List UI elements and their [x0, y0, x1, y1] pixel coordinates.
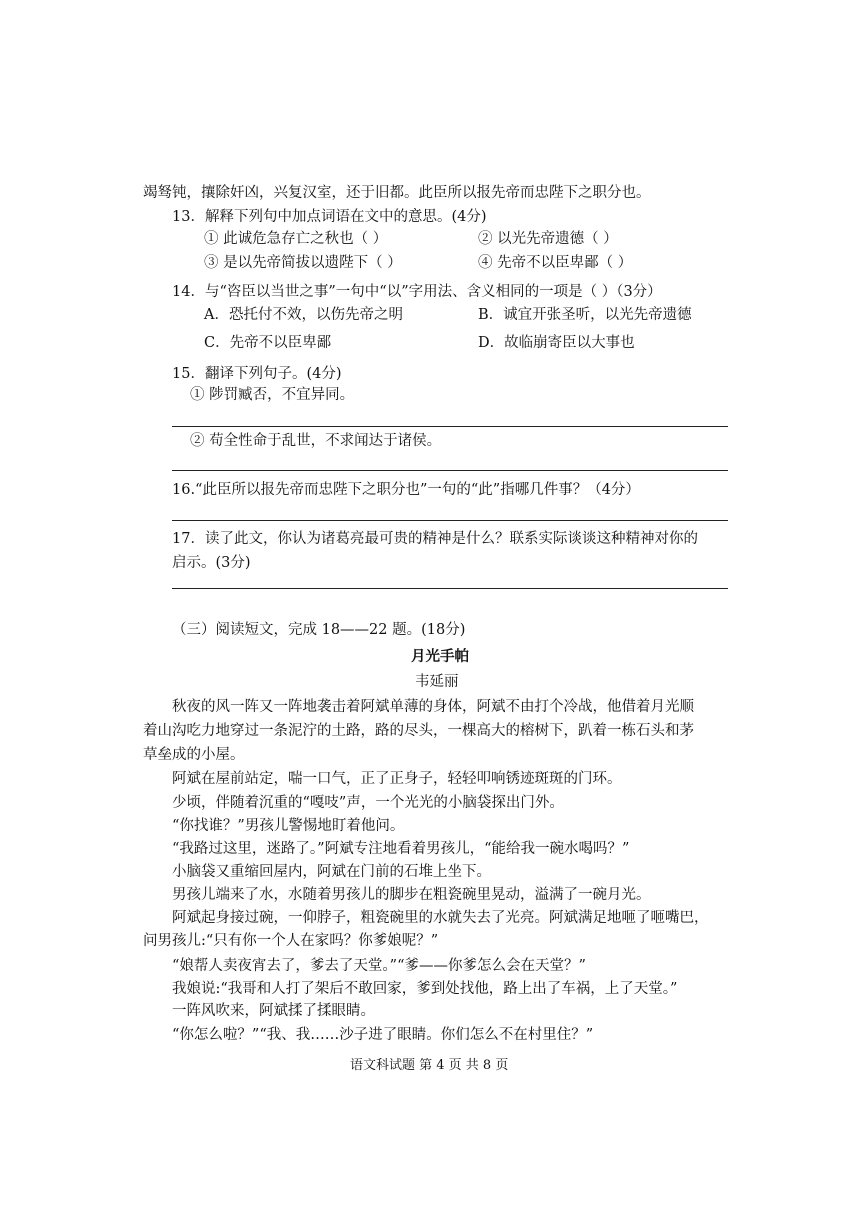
story-title: 月光手帕: [411, 649, 469, 665]
story-line: 我娘说:“我哥和人打了架后不敢回家，爹到处找他，路上出了车祸，上了天堂。”: [172, 981, 678, 997]
answer-line[interactable]: [172, 588, 728, 589]
q14-stem: 14．与“咨臣以当世之事”一句中“以”字用法、含义相同的一项是（ ）（3分）: [172, 284, 662, 300]
answer-line[interactable]: [172, 520, 728, 521]
story-author: 韦延丽: [415, 674, 459, 690]
story-line: 一阵风吹来，阿斌揉了揉眼睛。: [172, 1003, 375, 1019]
story-line: 秋夜的风一阵又一阵地袭击着阿斌单薄的身体，阿斌不由打个冷战，他借着月光顺: [172, 699, 694, 715]
q16-stem: 16.“此臣所以报先帝而忠陛下之职分也”一句的“此”指哪几件事？（4分）: [172, 482, 640, 498]
q15-sentence-2: ② 苟全性命于乱世，不求闻达于诸侯。: [190, 433, 442, 449]
story-line: “你找谁？”男孩儿警惕地盯着他问。: [172, 818, 405, 834]
q13-item-1: ① 此诚危急存亡之秋也（ ）: [204, 231, 388, 247]
q14-option-c: C．先帝不以臣卑鄙: [204, 335, 332, 351]
q13-item-2: ② 以光先帝遗德（ ）: [478, 231, 618, 247]
q17-line-2: 启示。(3分): [172, 555, 251, 571]
q15-stem: 15．翻译下列句子。(4分): [172, 366, 342, 382]
passage-tail: 竭驽钝，攘除奸凶，兴复汉室，还于旧都。此臣所以报先帝而忠陛下之职分也。: [143, 185, 651, 201]
answer-line[interactable]: [172, 470, 728, 471]
q15-sentence-1: ① 陟罚臧否，不宜异同。: [190, 387, 355, 403]
q13-stem: 13．解释下列句中加点词语在文中的意思。(4分): [172, 209, 487, 225]
story-line: 男孩儿端来了水，水随着男孩儿的脚步在粗瓷碗里晃动，溢满了一碗月光。: [172, 887, 651, 903]
story-line: 少顷，伴随着沉重的“嘎吱”声，一个光光的小脑袋探出门外。: [172, 795, 564, 811]
story-line: 阿斌起身接过碗，一仰脖子，粗瓷碗里的水就失去了光亮。阿斌满足地咂了咂嘴巴，: [172, 910, 709, 926]
q17-line-1: 17．读了此文，你认为诸葛亮最可贵的精神是什么？联系实际谈谈这种精神对你的: [172, 531, 698, 547]
story-line: 着山沟吃力地穿过一条泥泞的土路，路的尽头，一棵高大的榕树下，趴着一栋石头和茅: [143, 723, 694, 739]
story-line: “你怎么啦？”“我、我……沙子进了眼睛。你们怎么不在村里住？”: [172, 1027, 594, 1043]
story-line: 小脑袋又重缩回屋内，阿斌在门前的石堆上坐下。: [172, 864, 491, 880]
q14-option-d: D．故临崩寄臣以大事也: [478, 335, 635, 351]
q14-option-a: A．恐托付不效，以伤先帝之明: [204, 307, 403, 323]
q13-item-4: ④ 先帝不以臣卑鄙（ ）: [478, 255, 633, 271]
story-line: 阿斌在屋前站定，喘一口气，正了正身子，轻轻叩响锈迹斑斑的门环。: [172, 771, 622, 787]
story-line: 问男孩儿:“只有你一个人在家吗？你爹娘呢？”: [143, 933, 439, 949]
section-heading: （三）阅读短文，完成 18——22 题。(18分): [172, 622, 466, 638]
answer-line[interactable]: [172, 426, 728, 427]
page-footer: 语文科试题 第 4 页 共 8 页: [350, 1058, 509, 1073]
story-line: “娘帮人卖夜宵去了，爹去了天堂。”“爹——你爹怎么会在天堂？”: [172, 958, 586, 974]
story-line: 草垒成的小屋。: [143, 747, 245, 763]
q14-option-b: B．诚宜开张圣听，以光先帝遗德: [478, 307, 692, 323]
q13-item-3: ③ 是以先帝简拔以遗陛下（ ）: [204, 255, 402, 271]
story-line: “我路过这里，迷路了。”阿斌专注地看着男孩儿，“能给我一碗水喝吗？”: [172, 841, 630, 857]
